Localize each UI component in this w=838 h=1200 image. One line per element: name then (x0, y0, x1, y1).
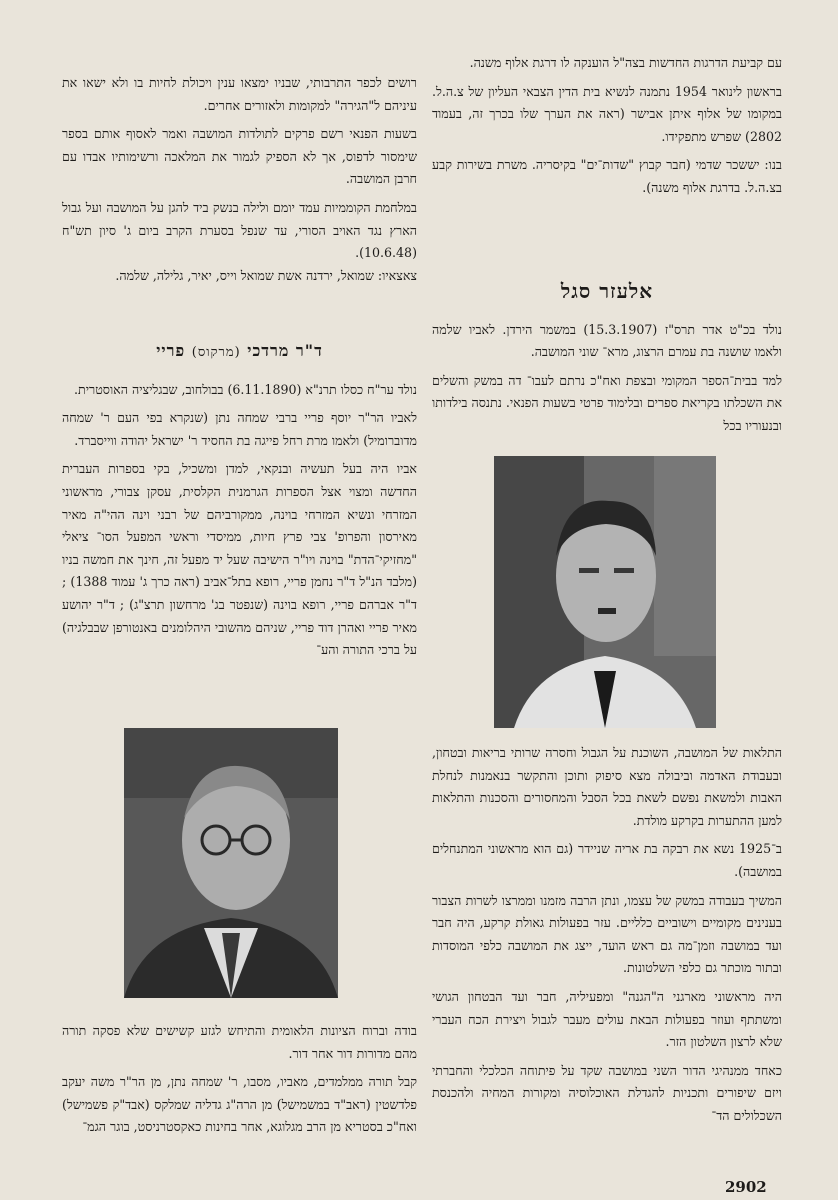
right-column (432, 52, 782, 234)
heading-surname: פריי (156, 341, 186, 360)
paragraph: עם קביעת הדרגות החדשות בצה"ל הוענקה לו דרגת אלוף משנה. (469, 55, 782, 70)
right-top-block (432, 52, 782, 234)
paragraph: בשעות הפנאי רשם פרקים לתולדות המושבה ואמר לאסוף אותם בספר שימסור לדפוס, אך לא הספיק לגמור את המלאכה ורשימותיו אבדו עם חרבן המושבה. (62, 126, 417, 187)
frei-section (62, 340, 417, 662)
portrait-photo-segal (494, 456, 716, 728)
paragraph: למד בבית־הספר המקומי ובצפת ואח"כ נרתם לעבו־ דה במשק והשלים את השכלתו בקריאת ספרים ובלימוד פרטי בשעות הפנאי. נתנסה בילדותו ובנעוריו בכל (432, 372, 782, 433)
heading-nick: (מרקוס) (191, 345, 241, 360)
frei-continued (62, 1020, 417, 1139)
portrait-photo-frei (124, 728, 338, 998)
paragraph: במלחמת הקוממיות עמד יומם ולילה בנשק ביד להגן על המושבה ועל גבול הארץ נגד האויב הסורי, עד שנפל בסערת הקרב ביום ג' סיון תש"ח (10.6.48). (62, 199, 417, 261)
paragraph: המשיך בעבודה במשק של עצמו, ונתן הרבה מזמנו וממרצו לשרות הצבור בענינים מקומיים וישוביים כלליים. עזר בפעולות גאולת קרקע, היה חבר ועד במושבה וזמן־מה גם ראש הועד, ייצג את המושבה כלפי המוסדות ובתור מוכתר גם כלפי השלטונות. (432, 892, 782, 976)
left-column (62, 72, 417, 287)
paragraph: רושים לכפר התרבותי, שבניו ימצאו ענין ויכולת לחיות בו ולא ישאו את עיניהם ל"הגירה" למקומות ולאזורים אחרים. (62, 75, 417, 113)
paragraph: כאחד ממנהיגי הדור השני במושבה שקד על פיתוחה הכלכלי והחברתי ויזם שיפורים ותכניות להגדלת האוכלוסיה ומקורות המחיה ולהכנסת השכלולים הד־ (432, 1062, 782, 1123)
paragraph: בנו: יששכר שדמי (חבר קבוץ "שדות־ים" בקיסריה. משרת בשירות קבע בצ.ה.ל. בדרגת אלוף משנה). (432, 157, 782, 195)
entry-heading-frei (62, 340, 417, 365)
paragraph: לאביו הר"ר יוסף פריי ברבי שמחה נתן (שנקרא בפי העם ר' שמחה מדוברומיל) ולאמו מרת רחל פייגה בת החסיד ר' ישראל יהודה ווייסברד. (62, 410, 417, 448)
page-number: 2902 (725, 1178, 767, 1196)
paragraph: נולד בכ"ט אדר תרס"ז (15.3.1907) במשמר הירדן. לאביו שלמה ולאמו שושנה בת עמרם הרצוג, מרא־ שוני המושבה. (432, 321, 782, 360)
paragraph: נולד ער"ח כסלו תרנ"א (6.11.1890) בבולחוב, שבגליציה האוסטרית. (74, 381, 417, 397)
heading-name: מרדכי (247, 341, 290, 360)
paragraph: היה מראשוני מארגני ה"הגנה" ומפעיליה, חבר ועד הבטחון הגושי ומשתתף ועוזר בפעולות הבאת עולים מעבר לגבול ויצירת הכח העברי שלא לרצון השלטון הזר. (432, 988, 782, 1050)
paragraph: בודה וברוח הציונות הלאומית והתיחש לגזע קשישים שלא פסקה תורה מהם מדורות דור אחר דור. (62, 1023, 417, 1061)
segal-continued (432, 742, 782, 1128)
entry-heading-segal: אלעזר סגל (560, 279, 654, 303)
heading-prefix: ד"ר (295, 341, 323, 360)
segal-section (432, 280, 782, 438)
paragraph: צאצאיו: שמואל, ירדנה אשת שמואל וייס, יאיר, גלילה, שלמה. (115, 267, 417, 283)
paragraph: קבל תורה ממלמדים, מאביו, מסבו, ר' שמחה נתן, מן הר"ר משה יעקב פלדשטין (ראב"ד במשמישל) מן הרה"ג גדליה שמלקס (אבד"ק פשמישל) ואח"כ בסטריא מן הרב מגלוגא, אחר בחינות כאקסטרניסט, בוגר הגמ־ (62, 1074, 417, 1135)
paragraph: התלאות של המושבה, השוכנת על הגבול וחסרה שרותי בריאות ובטחון, ובעבודת האדמה וביבולה מצא סיפוק ותוכן והתקשר בנאמנות לנחלת האבות ולמשאת נפשם לשאת בכל הסבל והמחסורים והסכנות והתלאות למען ההתערות בקרקע מולדת. (432, 745, 782, 828)
paragraph: אביו היה בעל תעשיה ובנקאי, למדן ומשכיל, בקי בספרות העברית החדשה ומצוי אצל הספרות הגרמנית הקלסית, עסקן צבורי, מראשוני המזרחי ונשיא המזרחי בוינה, ממקורביהם של רבני וינה ההי"ה מאיר מאירסון והפרופ' צבי פרץ חיות, ממיסדי וראשי המפעל הסו־ ציאלי "מחזיקי־הדת" בוינה ויו"ר הישיבה שעל יד מפעל זה, חינך את חמשה בניו (מלבד הנ"ל ד"ר נחמן פריי, רופא בתל־אביב (ראה כרך ג' עמוד 1388) ; ד"ר אברהם פריי, רופא בוינה (שנפטר בג' מרחשון תרצ"ג) ; ד"ר יהושע מאיר פריי ואהרן דוד פריי, שניהם מהשובי היהלומנים באנטורפן שבבלגיה) על ברכי התורה והע־ (62, 461, 417, 658)
paragraph: ב־1925 נשא את רבקה בת אריה שניידר (גם הוא מראשוני המתנחלים במושבה). (432, 841, 782, 879)
paragraph: בראשון לינואר 1954 נתמנה לנשיא בית הדין הצבאי העליון של צ.ה.ל. במקומו של אלוף איתן אבישר (ראה את הערך שלו בכרך זה, בעמוד 2802) שפרש מתפקידו. (432, 83, 782, 144)
